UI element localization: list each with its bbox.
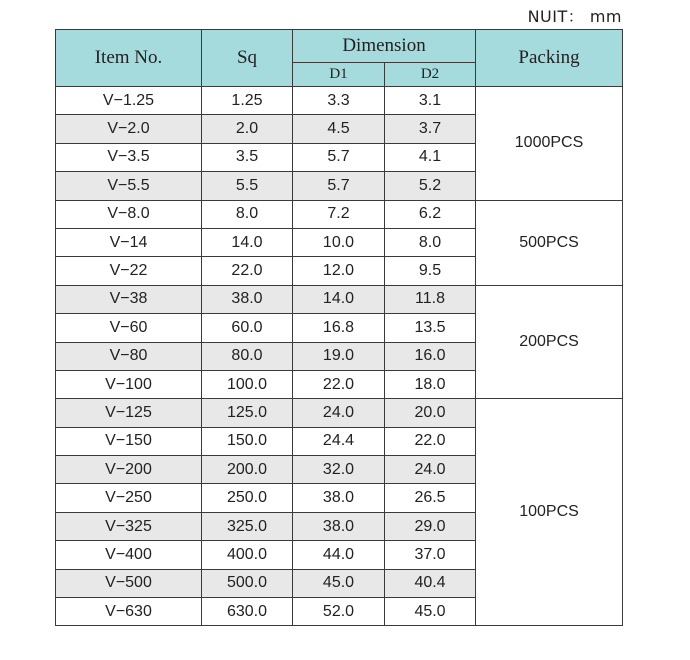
cell-d1: 14.0 (293, 285, 385, 313)
cell-sq: 5.5 (202, 172, 293, 200)
cell-d2: 9.5 (385, 257, 476, 285)
cell-sq: 3.5 (202, 143, 293, 171)
cell-d1: 10.0 (293, 228, 385, 256)
cell-item-no: V−630 (56, 598, 202, 626)
cell-d1: 5.7 (293, 172, 385, 200)
cell-d1: 24.4 (293, 427, 385, 455)
cell-item-no: V−22 (56, 257, 202, 285)
header-packing: Packing (476, 30, 623, 87)
spec-table (55, 29, 623, 626)
cell-item-no: V−8.0 (56, 200, 202, 228)
cell-item-no: V−14 (56, 228, 202, 256)
cell-sq: 80.0 (202, 342, 293, 370)
header-d1: D1 (293, 63, 385, 87)
cell-sq: 630.0 (202, 598, 293, 626)
cell-d2: 20.0 (385, 399, 476, 427)
cell-sq: 14.0 (202, 228, 293, 256)
table-row (56, 285, 623, 313)
cell-d1: 7.2 (293, 200, 385, 228)
table-row (56, 87, 623, 115)
cell-item-no: V−80 (56, 342, 202, 370)
header-item-no: Item No. (56, 30, 202, 87)
cell-sq: 1.25 (202, 87, 293, 115)
cell-d1: 22.0 (293, 370, 385, 398)
cell-d2: 37.0 (385, 541, 476, 569)
cell-packing: 100PCS (476, 399, 623, 626)
cell-sq: 60.0 (202, 314, 293, 342)
cell-sq: 500.0 (202, 569, 293, 597)
cell-d1: 45.0 (293, 569, 385, 597)
cell-d2: 11.8 (385, 285, 476, 313)
cell-d2: 8.0 (385, 228, 476, 256)
cell-d2: 45.0 (385, 598, 476, 626)
table-header (56, 30, 623, 87)
table-body (56, 87, 623, 626)
cell-d1: 3.3 (293, 87, 385, 115)
cell-d2: 13.5 (385, 314, 476, 342)
cell-item-no: V−200 (56, 456, 202, 484)
cell-item-no: V−100 (56, 370, 202, 398)
cell-d2: 29.0 (385, 512, 476, 540)
cell-item-no: V−150 (56, 427, 202, 455)
cell-d2: 3.1 (385, 87, 476, 115)
cell-item-no: V−60 (56, 314, 202, 342)
cell-d1: 4.5 (293, 115, 385, 143)
cell-item-no: V−5.5 (56, 172, 202, 200)
cell-packing: 1000PCS (476, 87, 623, 201)
cell-packing: 200PCS (476, 285, 623, 399)
cell-d1: 32.0 (293, 456, 385, 484)
cell-d1: 19.0 (293, 342, 385, 370)
cell-sq: 8.0 (202, 200, 293, 228)
cell-sq: 325.0 (202, 512, 293, 540)
cell-item-no: V−2.0 (56, 115, 202, 143)
cell-item-no: V−325 (56, 512, 202, 540)
cell-sq: 100.0 (202, 370, 293, 398)
cell-d2: 3.7 (385, 115, 476, 143)
cell-d1: 16.8 (293, 314, 385, 342)
cell-d1: 38.0 (293, 484, 385, 512)
cell-sq: 250.0 (202, 484, 293, 512)
header-d2: D2 (385, 63, 476, 87)
cell-item-no: V−250 (56, 484, 202, 512)
cell-d1: 52.0 (293, 598, 385, 626)
header-sq: Sq (202, 30, 293, 87)
cell-item-no: V−3.5 (56, 143, 202, 171)
cell-sq: 125.0 (202, 399, 293, 427)
table-row (56, 200, 623, 228)
unit-label: NUIT： mm (527, 7, 622, 26)
cell-d2: 40.4 (385, 569, 476, 597)
cell-item-no: V−125 (56, 399, 202, 427)
cell-item-no: V−38 (56, 285, 202, 313)
header-dimension: Dimension (293, 30, 476, 63)
cell-item-no: V−1.25 (56, 87, 202, 115)
cell-item-no: V−500 (56, 569, 202, 597)
cell-sq: 150.0 (202, 427, 293, 455)
cell-sq: 38.0 (202, 285, 293, 313)
cell-d1: 38.0 (293, 512, 385, 540)
cell-d2: 26.5 (385, 484, 476, 512)
cell-packing: 500PCS (476, 200, 623, 285)
cell-item-no: V−400 (56, 541, 202, 569)
cell-sq: 400.0 (202, 541, 293, 569)
cell-sq: 200.0 (202, 456, 293, 484)
cell-d2: 18.0 (385, 370, 476, 398)
cell-d2: 5.2 (385, 172, 476, 200)
cell-d1: 44.0 (293, 541, 385, 569)
cell-d2: 22.0 (385, 427, 476, 455)
cell-d1: 12.0 (293, 257, 385, 285)
cell-d2: 4.1 (385, 143, 476, 171)
cell-d2: 24.0 (385, 456, 476, 484)
cell-sq: 2.0 (202, 115, 293, 143)
cell-sq: 22.0 (202, 257, 293, 285)
cell-d1: 5.7 (293, 143, 385, 171)
cell-d2: 6.2 (385, 200, 476, 228)
cell-d1: 24.0 (293, 399, 385, 427)
cell-d2: 16.0 (385, 342, 476, 370)
table-row (56, 399, 623, 427)
